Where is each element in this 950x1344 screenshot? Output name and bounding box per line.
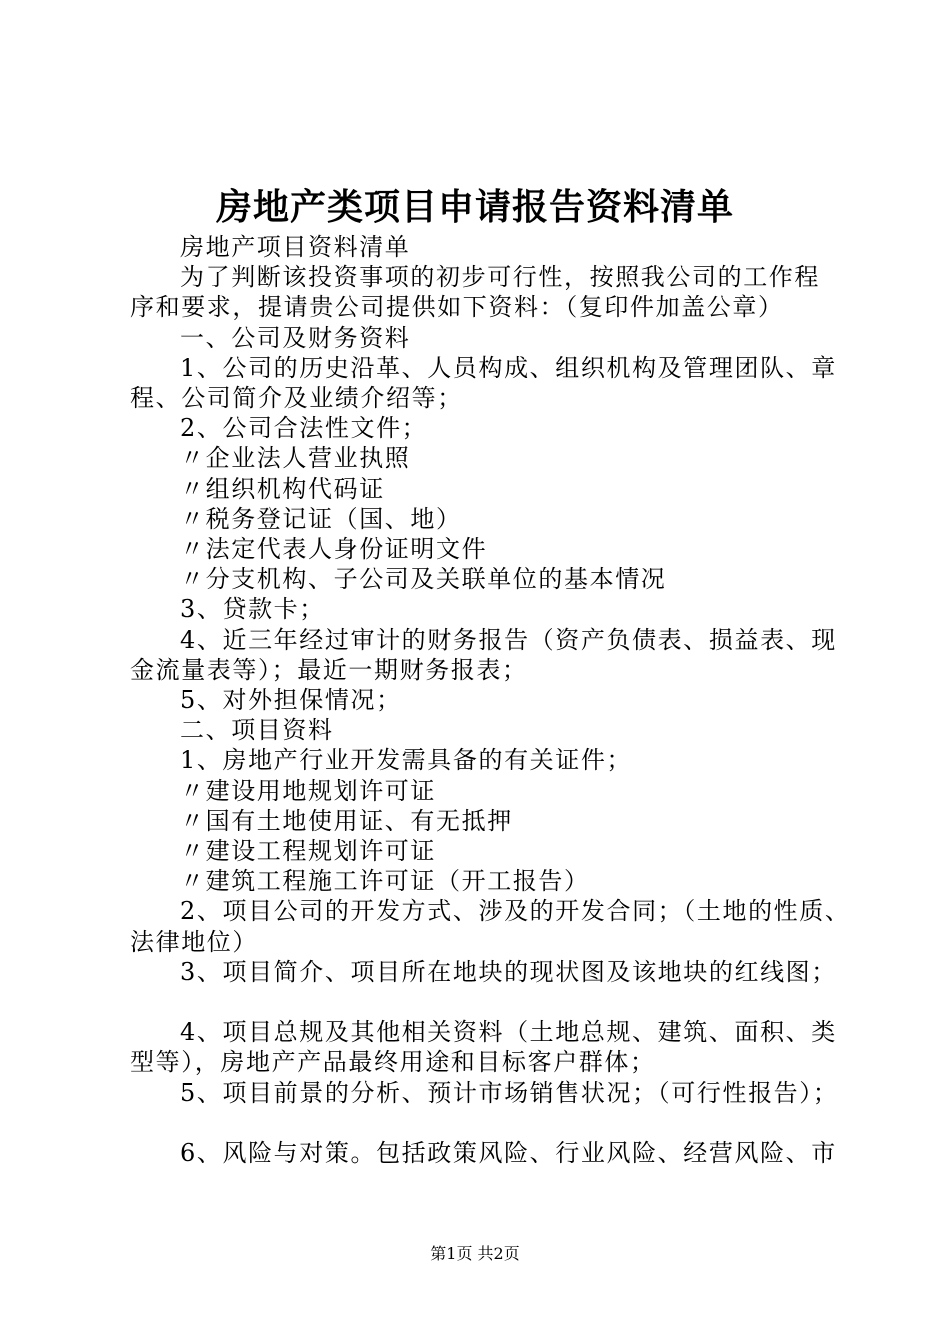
paragraph <box>130 564 840 594</box>
paragraph-line: 6、风险与对策。包括政策风险、行业风险、经营风险、市 <box>180 1139 837 1168</box>
paragraph-line: 5、对外担保情况； <box>180 686 402 715</box>
paragraph-line: 4、近三年经过审计的财务报告（资产负债表、损益表、现 <box>180 625 837 654</box>
paragraph-line: 4、项目总规及其他相关资料（土地总规、建筑、面积、类 <box>180 1018 837 1047</box>
document-body <box>130 232 851 1168</box>
paragraph <box>130 1138 840 1168</box>
paragraph-line: 〃分支机构、子公司及关联单位的基本情况 <box>180 565 667 594</box>
paragraph <box>130 232 840 262</box>
paragraph-line: 〃建设工程规划许可证 <box>180 837 436 866</box>
blank-line <box>130 987 840 1017</box>
paragraph <box>130 504 840 534</box>
paragraph <box>130 715 840 745</box>
paragraph <box>130 745 840 775</box>
paragraph-line: 程、公司简介及业绩介绍等； <box>130 384 463 413</box>
paragraph <box>130 896 851 956</box>
paragraph-line: 〃企业法人营业执照 <box>180 444 411 473</box>
paragraph <box>130 685 840 715</box>
paragraph-line: 法律地位） <box>130 927 258 956</box>
paragraph-line: 〃建筑工程施工许可证（开工报告） <box>180 867 590 896</box>
paragraph-line: 〃法定代表人身份证明文件 <box>180 535 488 564</box>
document-title: 房地产类项目申请报告资料清单 <box>215 186 734 228</box>
page-footer: 第1页 共2页 <box>430 1244 520 1263</box>
paragraph <box>130 474 840 504</box>
paragraph-line: 2、项目公司的开发方式、涉及的开发合同；（土地的性质、 <box>180 897 851 926</box>
paragraph <box>130 443 840 473</box>
paragraph <box>130 1078 840 1108</box>
paragraph-line: 〃国有土地使用证、有无抵押 <box>180 806 513 835</box>
paragraph-line: 一、公司及财务资料 <box>180 323 411 352</box>
paragraph-line: 为了判断该投资事项的初步可行性，按照我公司的工作程 <box>180 263 820 292</box>
paragraph <box>130 957 840 987</box>
paragraph-line: 2、公司合法性文件； <box>180 414 428 443</box>
paragraph <box>130 353 840 413</box>
paragraph-line: 〃税务登记证（国、地） <box>180 504 462 533</box>
paragraph-line: 二、项目资料 <box>180 716 334 745</box>
paragraph-line: 〃建设用地规划许可证 <box>180 776 436 805</box>
paragraph <box>130 806 840 836</box>
paragraph <box>130 836 840 866</box>
paragraph-line: 1、房地产行业开发需具备的有关证件； <box>180 746 633 775</box>
paragraph-line: 序和要求，提请贵公司提供如下资料：（复印件加盖公章） <box>130 293 784 322</box>
paragraph <box>130 323 840 353</box>
paragraph <box>130 262 840 322</box>
paragraph-line: 房地产项目资料清单 <box>180 233 411 261</box>
paragraph <box>130 534 840 564</box>
paragraph-line: 型等），房地产产品最终用途和目标客户群体； <box>130 1048 656 1077</box>
paragraph-line: 1、公司的历史沿革、人员构成、组织机构及管理团队、章 <box>180 353 837 382</box>
blank-line <box>130 1108 840 1138</box>
paragraph-line: 金流量表等）；最近一期财务报表； <box>130 655 528 684</box>
paragraph-line: 5、项目前景的分析、预计市场销售状况；（可行性报告）； <box>180 1078 839 1107</box>
paragraph <box>130 866 840 896</box>
paragraph <box>130 625 840 685</box>
paragraph <box>130 1017 840 1077</box>
paragraph <box>130 776 840 806</box>
paragraph-line: 〃组织机构代码证 <box>180 474 385 503</box>
paragraph-line: 3、项目简介、项目所在地块的现状图及该地块的红线图； <box>180 957 837 986</box>
paragraph <box>130 413 840 443</box>
paragraph <box>130 594 840 624</box>
paragraph-line: 3、贷款卡； <box>180 595 325 624</box>
